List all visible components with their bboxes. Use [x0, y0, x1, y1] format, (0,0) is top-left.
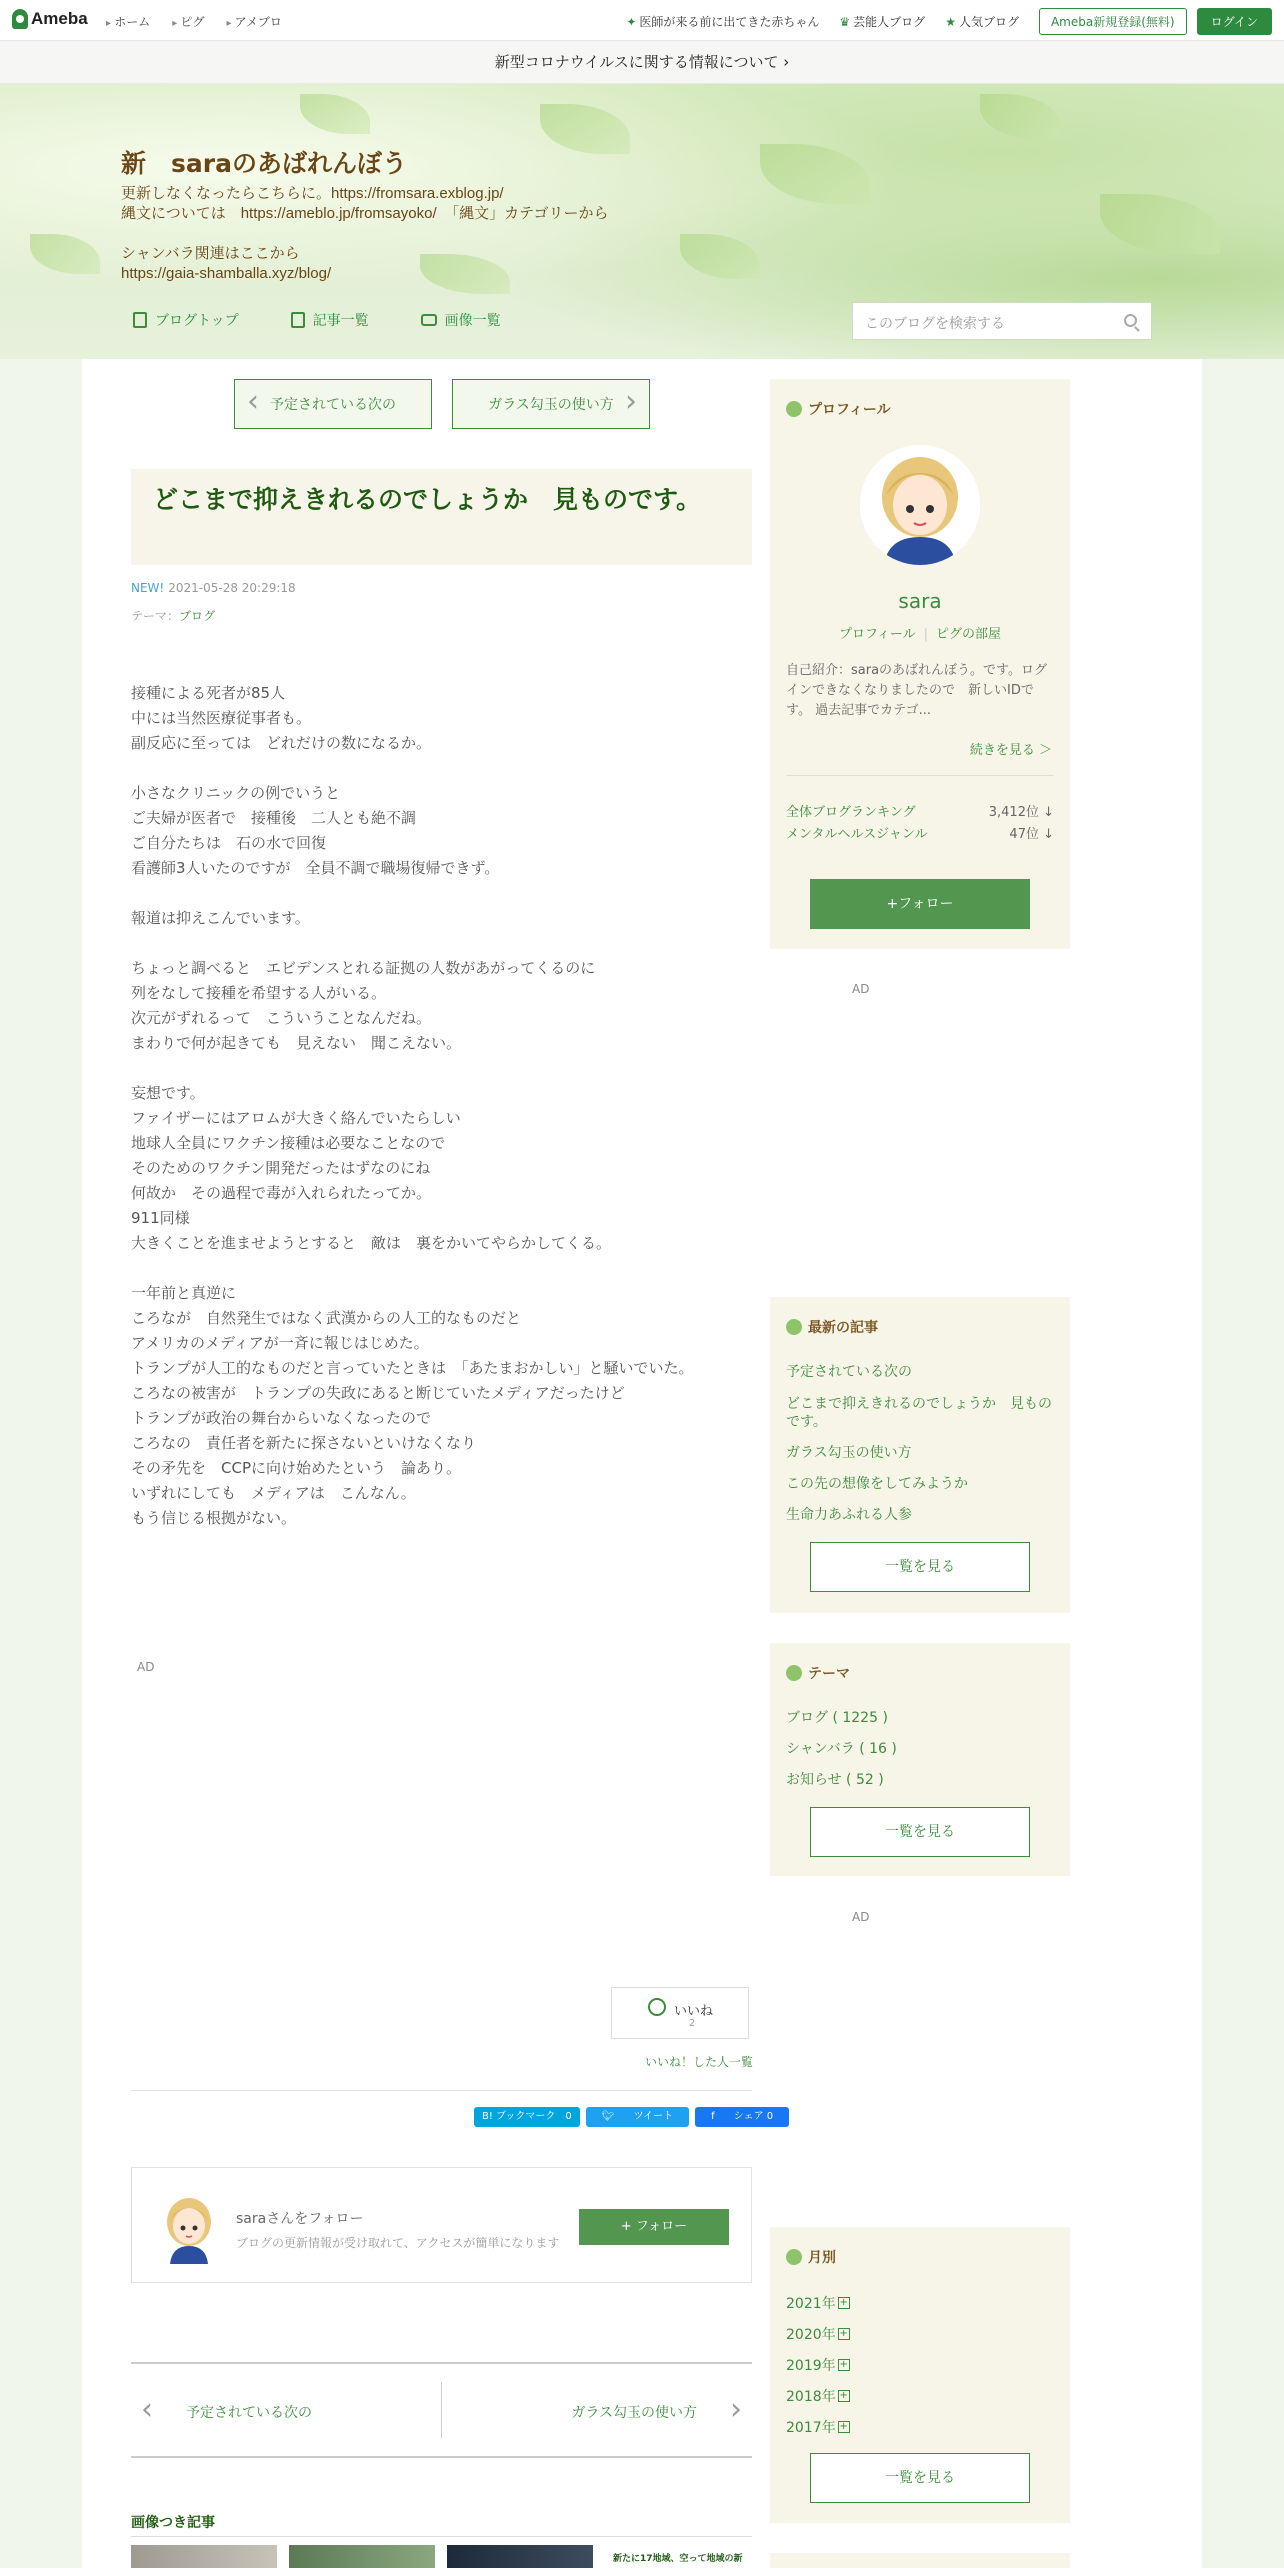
copy-icon — [291, 312, 305, 328]
article-datetime: 2021-05-28 20:29:18 — [168, 581, 296, 595]
latest-item[interactable]: どこまで抑えきれるのでしょうか 見ものです。 — [786, 1396, 1052, 1430]
hatena-bookmark-button[interactable]: B! ブックマーク 0 — [474, 2107, 580, 2127]
tweet-button[interactable]: 🐦︎ ツイート — [586, 2107, 689, 2127]
facebook-share-button[interactable]: f シェア 0 — [695, 2107, 789, 2127]
blog-title[interactable]: 新 saraのあばれんぼう — [121, 149, 407, 178]
follow-button[interactable]: + フォロー — [579, 2209, 729, 2245]
avatar-image — [860, 445, 980, 565]
crown-icon: ♛ — [839, 15, 851, 29]
expand-icon[interactable]: + — [839, 2297, 848, 2308]
body-line: 報道は抑えこんでいます。 — [131, 909, 310, 927]
profile-heading: プロフィール — [786, 399, 891, 419]
chevron-right-icon: › — [783, 53, 790, 71]
profile-avatar[interactable] — [860, 445, 980, 565]
register-button[interactable]: Ameba新規登録(無料) — [1039, 8, 1187, 35]
profile-more-link[interactable]: 続きを見る ＞ — [969, 743, 1052, 758]
monthly-more-button[interactable]: 一覧を見る — [810, 2453, 1030, 2503]
like-label: いいね — [674, 2004, 714, 2019]
sidebar-ad-label: AD — [852, 1910, 870, 1924]
chevron-right-icon: › — [730, 2392, 742, 2427]
follow-name: saraさんをフォロー — [236, 2211, 364, 2227]
popular-blog-link[interactable]: ★ 人気ブログ — [945, 15, 1019, 29]
blog-header — [0, 84, 1284, 359]
global-nav — [106, 13, 282, 30]
leaf-icon — [786, 1319, 802, 1335]
login-button[interactable]: ログイン — [1197, 8, 1272, 35]
leaf-icon — [786, 401, 802, 417]
body-line: まわりで何が起きても 見えない 聞こえない。 — [131, 1034, 462, 1052]
body-line: ファイザーにはアロムが大きく絡んでいたらしい — [131, 1109, 461, 1127]
image-articles-strip — [131, 2536, 752, 2568]
document-icon — [133, 312, 147, 328]
body-line: 副反応に至っては どれだけの数になるか。 — [131, 734, 432, 752]
body-line: 次元がずれるって こういうことなんだね。 — [131, 1009, 432, 1027]
ameba-logo[interactable] — [12, 9, 88, 29]
sparkle-icon: ✦ — [626, 15, 637, 29]
body-line: 接種による死者が85人 — [131, 684, 286, 702]
nav-article-list[interactable]: 記事一覧 — [291, 310, 369, 330]
body-line: ころなの 責任者を新たに探さないといけなくなり — [131, 1434, 477, 1452]
theme-link[interactable]: ブログ — [179, 609, 216, 623]
article-meta — [131, 581, 296, 595]
month-2021[interactable]: 2021年 + — [786, 2296, 848, 2312]
celebrity-blog-link[interactable]: ♛ 芸能人ブログ — [839, 15, 926, 29]
expand-icon[interactable]: + — [839, 2390, 848, 2401]
profile-box — [770, 379, 1070, 949]
body-line: 妄想です。 — [131, 1084, 205, 1102]
smile-icon — [648, 1998, 666, 2016]
nav-pigg[interactable]: ▸ ピグ — [172, 13, 204, 30]
expand-icon[interactable]: + — [839, 2359, 848, 2370]
body-line: 地球人全員にワクチン接種は必要なことなので — [131, 1134, 446, 1152]
body-line: 看護師3人いたのですが 全員不調で職場復帰できず。 — [131, 859, 500, 877]
latest-item[interactable]: 生命力あふれる人参 — [786, 1507, 912, 1523]
ranking-genre[interactable]: メンタルヘルスジャンル 47位 ↓ — [786, 827, 1054, 842]
blog-search-input[interactable]: このブログを検索する — [852, 302, 1152, 340]
chevron-left-icon: ‹ — [141, 2392, 153, 2427]
article-body — [131, 681, 771, 1531]
follow-box — [131, 2167, 752, 2283]
sidebar-ad-label: AD — [852, 982, 870, 996]
next-sidebar-box — [770, 2553, 1070, 2568]
ad-label: AD — [137, 1660, 155, 1674]
body-line: ご自分たちは 石の水で回復 — [131, 834, 327, 852]
body-line: 911同様 — [131, 1209, 190, 1227]
body-line: トランプが政治の舞台からいなくなったので — [131, 1409, 432, 1427]
latest-articles-box — [770, 1297, 1070, 1613]
body-line — [131, 756, 771, 781]
body-line: その矛先を CCPに向け始めたという 論あり。 — [131, 1459, 461, 1477]
body-line — [131, 1256, 771, 1281]
next-article-button[interactable]: ガラス勾玉の使い方 › — [452, 379, 650, 429]
profile-links: プロフィール | ピグの部屋 — [838, 627, 1002, 642]
body-line: 列をなして接種を希望する人がいる。 — [131, 984, 387, 1002]
latest-item[interactable]: 予定されている次の — [786, 1364, 912, 1380]
body-line: もう信じる根拠がない。 — [131, 1509, 297, 1527]
body-line: いずれにしても メディアは こんなん。 — [131, 1484, 416, 1502]
article-theme: テーマ：ブログ — [131, 609, 216, 623]
global-right — [626, 8, 1272, 35]
body-line: 何故か その過程で毒が入れられたってか。 — [131, 1184, 432, 1202]
body-line: 小さなクリニックの例でいうと — [131, 784, 341, 802]
profile-link[interactable]: プロフィール — [838, 627, 916, 642]
latest-item[interactable]: ガラス勾玉の使い方 — [786, 1445, 912, 1461]
bottom-prev-link[interactable]: 予定されている次の — [186, 2405, 312, 2421]
ameba-logo-icon — [12, 9, 28, 29]
body-line: 一年前と真逆に — [131, 1284, 237, 1302]
leaf-icon — [786, 2249, 802, 2265]
star-icon: ★ — [945, 15, 956, 29]
divider — [441, 2382, 442, 2438]
article-thumbnail[interactable] — [131, 2545, 277, 2568]
like-list-link[interactable]: いいね！した人一覧 — [645, 2055, 754, 2069]
nav-home[interactable]: ▸ ホーム — [106, 13, 150, 30]
latest-more-button[interactable]: 一覧を見る — [810, 1542, 1030, 1592]
body-line — [131, 881, 771, 906]
profile-intro: 自己紹介：saraのあばれんぼう。です。ログインできなくなりましたので 新しいIDです。 過去記事でカテゴ... — [786, 663, 1048, 718]
sidebar-follow-button[interactable]: +フォロー — [810, 879, 1030, 929]
monthly-box — [770, 2227, 1070, 2523]
nav-image-list[interactable]: 画像一覧 — [421, 310, 501, 330]
theme-item[interactable]: シャンバラ ( 16 ) — [786, 1741, 897, 1757]
global-header — [0, 0, 1284, 41]
camera-icon — [421, 314, 437, 326]
body-line: トランプが人工的なものだと言っていたときは 「あたまおかしい」と騒いでいた。 — [131, 1359, 694, 1377]
divider — [786, 775, 1054, 776]
month-2017[interactable]: 2017年 + — [786, 2420, 848, 2436]
article-pager-top — [234, 379, 650, 429]
theme-heading: テーマ — [786, 1663, 850, 1683]
thumbnail-caption[interactable]: 新たに17地域、空って地域の新 — [613, 2554, 743, 2564]
prev-article-button[interactable]: ‹ 予定されている次の — [234, 379, 432, 429]
latest-item[interactable]: この先の想像をしてみようか — [786, 1476, 968, 1492]
article-thumbnail[interactable] — [447, 2545, 593, 2568]
body-line: ご夫婦が医者で 接種後 二人とも絶不調 — [131, 809, 417, 827]
new-badge: NEW! — [131, 581, 165, 595]
facebook-icon: f — [711, 2111, 718, 2122]
month-2019[interactable]: 2019年 + — [786, 2358, 848, 2374]
pigg-room-link[interactable]: ピグの部屋 — [936, 627, 1002, 642]
article-thumbnail[interactable] — [289, 2545, 435, 2568]
search-icon[interactable] — [1124, 314, 1137, 327]
month-2018[interactable]: 2018年 + — [786, 2389, 848, 2405]
latest-heading: 最新の記事 — [786, 1317, 878, 1337]
body-line: そのためのワクチン開発だったはずなのにね — [131, 1159, 431, 1177]
covid-notice[interactable]: 新型コロナウイルスに関する情報について › — [0, 41, 1284, 84]
logo-text: Ameba — [31, 9, 88, 28]
body-line: ちょっと調べると エビデンスとれる証拠の人数があがってくるのに — [131, 959, 596, 977]
blog-description: 更新しなくなったらこちらに。https://fromsara.exblog.jp/ 縄文については https://ameblo.jp/fromsayoko/ 「縄文」カテゴリーから シャンバラ関連はここから https://gaia-shamballa.xyz/blog/ — [121, 185, 609, 282]
blog-nav — [133, 310, 501, 330]
leaf-icon — [786, 1665, 802, 1681]
monthly-heading: 月別 — [786, 2247, 836, 2267]
body-line: 大きくことを進ませようとすると 敵は 裏をかいてやらかしてくる。 — [131, 1234, 612, 1252]
body-line — [131, 931, 771, 956]
theme-more-button[interactable]: 一覧を見る — [810, 1807, 1030, 1857]
like-count: 2 — [688, 2018, 696, 2029]
share-buttons — [474, 2107, 789, 2127]
like-button[interactable] — [611, 1987, 749, 2039]
trend-link[interactable]: ✦ 医師が来る前に出てきた赤ちゃん — [626, 15, 820, 29]
nav-ameblo[interactable]: ▸ アメブロ — [226, 13, 281, 30]
article-pager-bottom — [131, 2362, 752, 2458]
twitter-icon: 🐦︎ — [601, 2111, 618, 2122]
avatar — [156, 2192, 222, 2264]
theme-item[interactable]: お知らせ ( 52 ) — [786, 1772, 884, 1788]
body-line: ころなが 自然発生ではなく武漢からの人工的なものだと — [131, 1309, 522, 1327]
theme-item[interactable]: ブログ ( 1225 ) — [786, 1710, 888, 1726]
ranking-overall[interactable]: 全体ブログランキング 3,412位 ↓ — [786, 805, 1054, 820]
expand-icon[interactable]: + — [839, 2328, 848, 2339]
image-articles-heading: 画像つき記事 — [131, 2515, 215, 2531]
follow-desc: ブログの更新情報が受け取れて、アクセスが簡単になります — [236, 2236, 560, 2250]
body-line: 中には当然医療従事者も。 — [131, 709, 312, 727]
nav-blog-top[interactable]: ブログトップ — [133, 310, 239, 330]
bottom-next-link[interactable]: ガラス勾玉の使い方 — [571, 2405, 697, 2421]
body-line: ころなの被害が トランプの失政にあると断じていたメディアだったけど — [131, 1384, 625, 1402]
month-2020[interactable]: 2020年 + — [786, 2327, 848, 2343]
body-line — [131, 1056, 771, 1081]
theme-box — [770, 1643, 1070, 1876]
article-title[interactable]: どこまで抑えきれるのでしょうか 見ものです。 — [131, 469, 752, 565]
profile-name[interactable]: sara — [898, 589, 942, 613]
expand-icon[interactable]: + — [839, 2421, 848, 2432]
body-line: アメリカのメディアが一斉に報じはじめた。 — [131, 1334, 429, 1352]
divider — [131, 2090, 752, 2091]
